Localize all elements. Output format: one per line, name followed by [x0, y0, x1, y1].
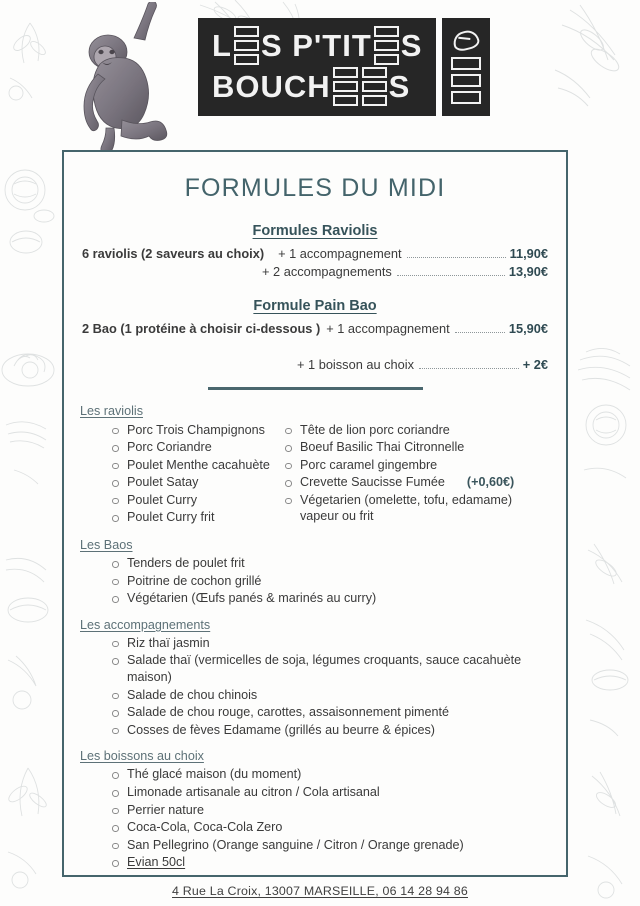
list-item — [285, 457, 550, 474]
list-item: Thé glacé maison (du moment) — [112, 766, 550, 783]
dotted-leader — [397, 275, 505, 276]
raviolis-column-left — [80, 421, 285, 528]
list-item: Riz thaï jasmin — [112, 635, 550, 652]
address-text: 4 Rue La Croix, 13007 MARSEILLE, 06 14 28 94 86 — [172, 884, 468, 898]
formule-row-option: + 1 accompagnement — [326, 321, 450, 336]
drink-addon-label: + 1 boisson au choix — [297, 357, 415, 372]
logo-stacked-e-icon — [374, 26, 399, 65]
restaurant-logo — [198, 18, 490, 116]
raviolis-column-right — [285, 421, 550, 528]
steamer-bar-icon — [451, 91, 481, 104]
decor-sprig-left-top — [0, 18, 58, 108]
list-item: Poulet Curry frit — [112, 509, 285, 526]
list-item: Coca-Cola, Coca-Cola Zero — [112, 819, 550, 836]
menu-item-list — [285, 422, 550, 526]
menu-frame — [62, 150, 568, 877]
decor-greens-left-bottom — [0, 540, 58, 720]
list-item: Tenders de poulet frit — [112, 555, 550, 572]
list-item — [285, 439, 550, 456]
logo-line1-suffix: S — [400, 28, 423, 63]
decor-sprig-bottom-left — [0, 760, 58, 900]
list-item-label: Boeuf Basilic Thai Citronnelle — [300, 440, 465, 455]
dotted-leader — [419, 368, 519, 369]
list-item: Salade de chou chinois — [112, 687, 550, 704]
supplement-price: (+0,60€) — [466, 475, 515, 490]
logo-line2-prefix: BOUCH — [212, 69, 331, 104]
list-item: Evian 50cl — [112, 854, 550, 871]
section-raviolis — [80, 404, 550, 528]
formule-raviolis — [82, 223, 548, 280]
logo-line2-suffix: S — [388, 69, 411, 104]
list-item — [285, 492, 550, 525]
logo-wordmark — [198, 18, 436, 116]
formule-row — [82, 264, 548, 280]
section-baos — [80, 538, 550, 607]
logo-side-emblem — [442, 18, 490, 116]
logo-line1-prefix: L — [212, 28, 232, 63]
menu-sections — [64, 390, 566, 871]
dotted-leader — [407, 257, 506, 258]
list-item: Porc Trois Champignons — [112, 422, 285, 439]
logo-stacked-e-icon — [333, 67, 358, 106]
section-heading: Les boissons au choix — [80, 749, 204, 764]
section-heading: Les raviolis — [80, 403, 143, 418]
list-item: Limonade artisanale au citron / Cola artisanal — [112, 784, 550, 801]
formule-row-left: 2 Bao (1 protéine à choisir ci-dessous ) — [82, 321, 321, 336]
monkey-illustration — [60, 2, 190, 152]
decor-sprig-right-bottom — [580, 540, 640, 740]
list-item-label: Crevette Saucisse Fumée — [300, 475, 445, 490]
formule-heading: Formule Pain Bao — [253, 298, 377, 314]
formule-row-option: + 2 accompagnements — [262, 264, 392, 279]
drink-addon-row — [82, 357, 548, 373]
formule-row-price: 13,90€ — [508, 264, 548, 279]
footer-address — [0, 884, 640, 898]
logo-line-2 — [212, 67, 422, 106]
formule-heading: Formules Raviolis — [252, 223, 378, 239]
decor-bowl-left — [0, 150, 60, 270]
section-accompagnements — [80, 618, 550, 739]
logo-line1-mid: S P'TIT — [260, 28, 372, 63]
decor-dumpling-plate-left — [0, 330, 62, 490]
formules-block — [64, 223, 566, 390]
decor-noodles-right — [578, 340, 640, 490]
section-heading: Les accompagnements — [80, 617, 211, 632]
drink-addon-price: + 2€ — [522, 357, 548, 372]
section-boissons — [80, 749, 550, 871]
list-item: San Pellegrino (Orange sanguine / Citron / Orange grenade) — [112, 837, 550, 854]
menu-item-list — [80, 422, 285, 527]
list-item: Poulet Curry — [112, 492, 285, 509]
menu-item-list — [80, 555, 550, 607]
steamer-bar-icon — [451, 74, 481, 87]
list-item: Porc Coriandre — [112, 439, 285, 456]
logo-stacked-e-icon — [362, 67, 387, 106]
list-item — [285, 422, 550, 439]
formule-row-price: 11,90€ — [509, 246, 548, 261]
section-heading: Les Baos — [80, 538, 133, 553]
list-item — [285, 474, 550, 491]
formule-row-option: + 1 accompagnement — [278, 246, 402, 261]
dotted-leader — [455, 332, 505, 333]
menu-item-list — [80, 635, 550, 739]
dumpling-icon — [452, 28, 482, 53]
formule-row — [82, 321, 548, 337]
list-item: Poulet Satay — [112, 474, 285, 491]
formule-row-price: 15,90€ — [508, 321, 548, 336]
logo-line-1 — [212, 26, 422, 65]
formule-row — [82, 246, 548, 262]
list-item: Cosses de fèves Edamame (grillés au beurre & épices) — [112, 722, 550, 739]
logo-stacked-e-icon — [234, 26, 259, 65]
decor-leaf-top-right — [550, 0, 640, 110]
list-item: Végétarien (Œufs panés & marinés au curry) — [112, 590, 550, 607]
list-item: Salade thaï (vermicelles de soja, légumes croquants, sauce cacahuète maison) — [112, 652, 550, 685]
list-item-label: Végetarien (omelette, tofu, edamame) — [300, 492, 513, 507]
list-item: Poitrine de cochon grillé — [112, 573, 550, 590]
list-item-label: Porc caramel gingembre — [300, 457, 438, 472]
list-item: Poulet Menthe cacahuète — [112, 457, 285, 474]
list-item-continuation: vapeur ou frit — [300, 509, 374, 524]
list-item-label: Tête de lion porc coriandre — [300, 422, 450, 437]
steamer-bar-icon — [451, 57, 481, 70]
formule-row-left: 6 raviolis (2 saveurs au choix) — [82, 246, 265, 261]
formule-pain-bao — [82, 298, 548, 337]
list-item: Perrier nature — [112, 802, 550, 819]
list-item: Salade de chou rouge, carottes, assaisonnement pimenté — [112, 704, 550, 721]
menu-item-list — [80, 766, 550, 871]
page-title: FORMULES DU MIDI — [184, 174, 446, 202]
